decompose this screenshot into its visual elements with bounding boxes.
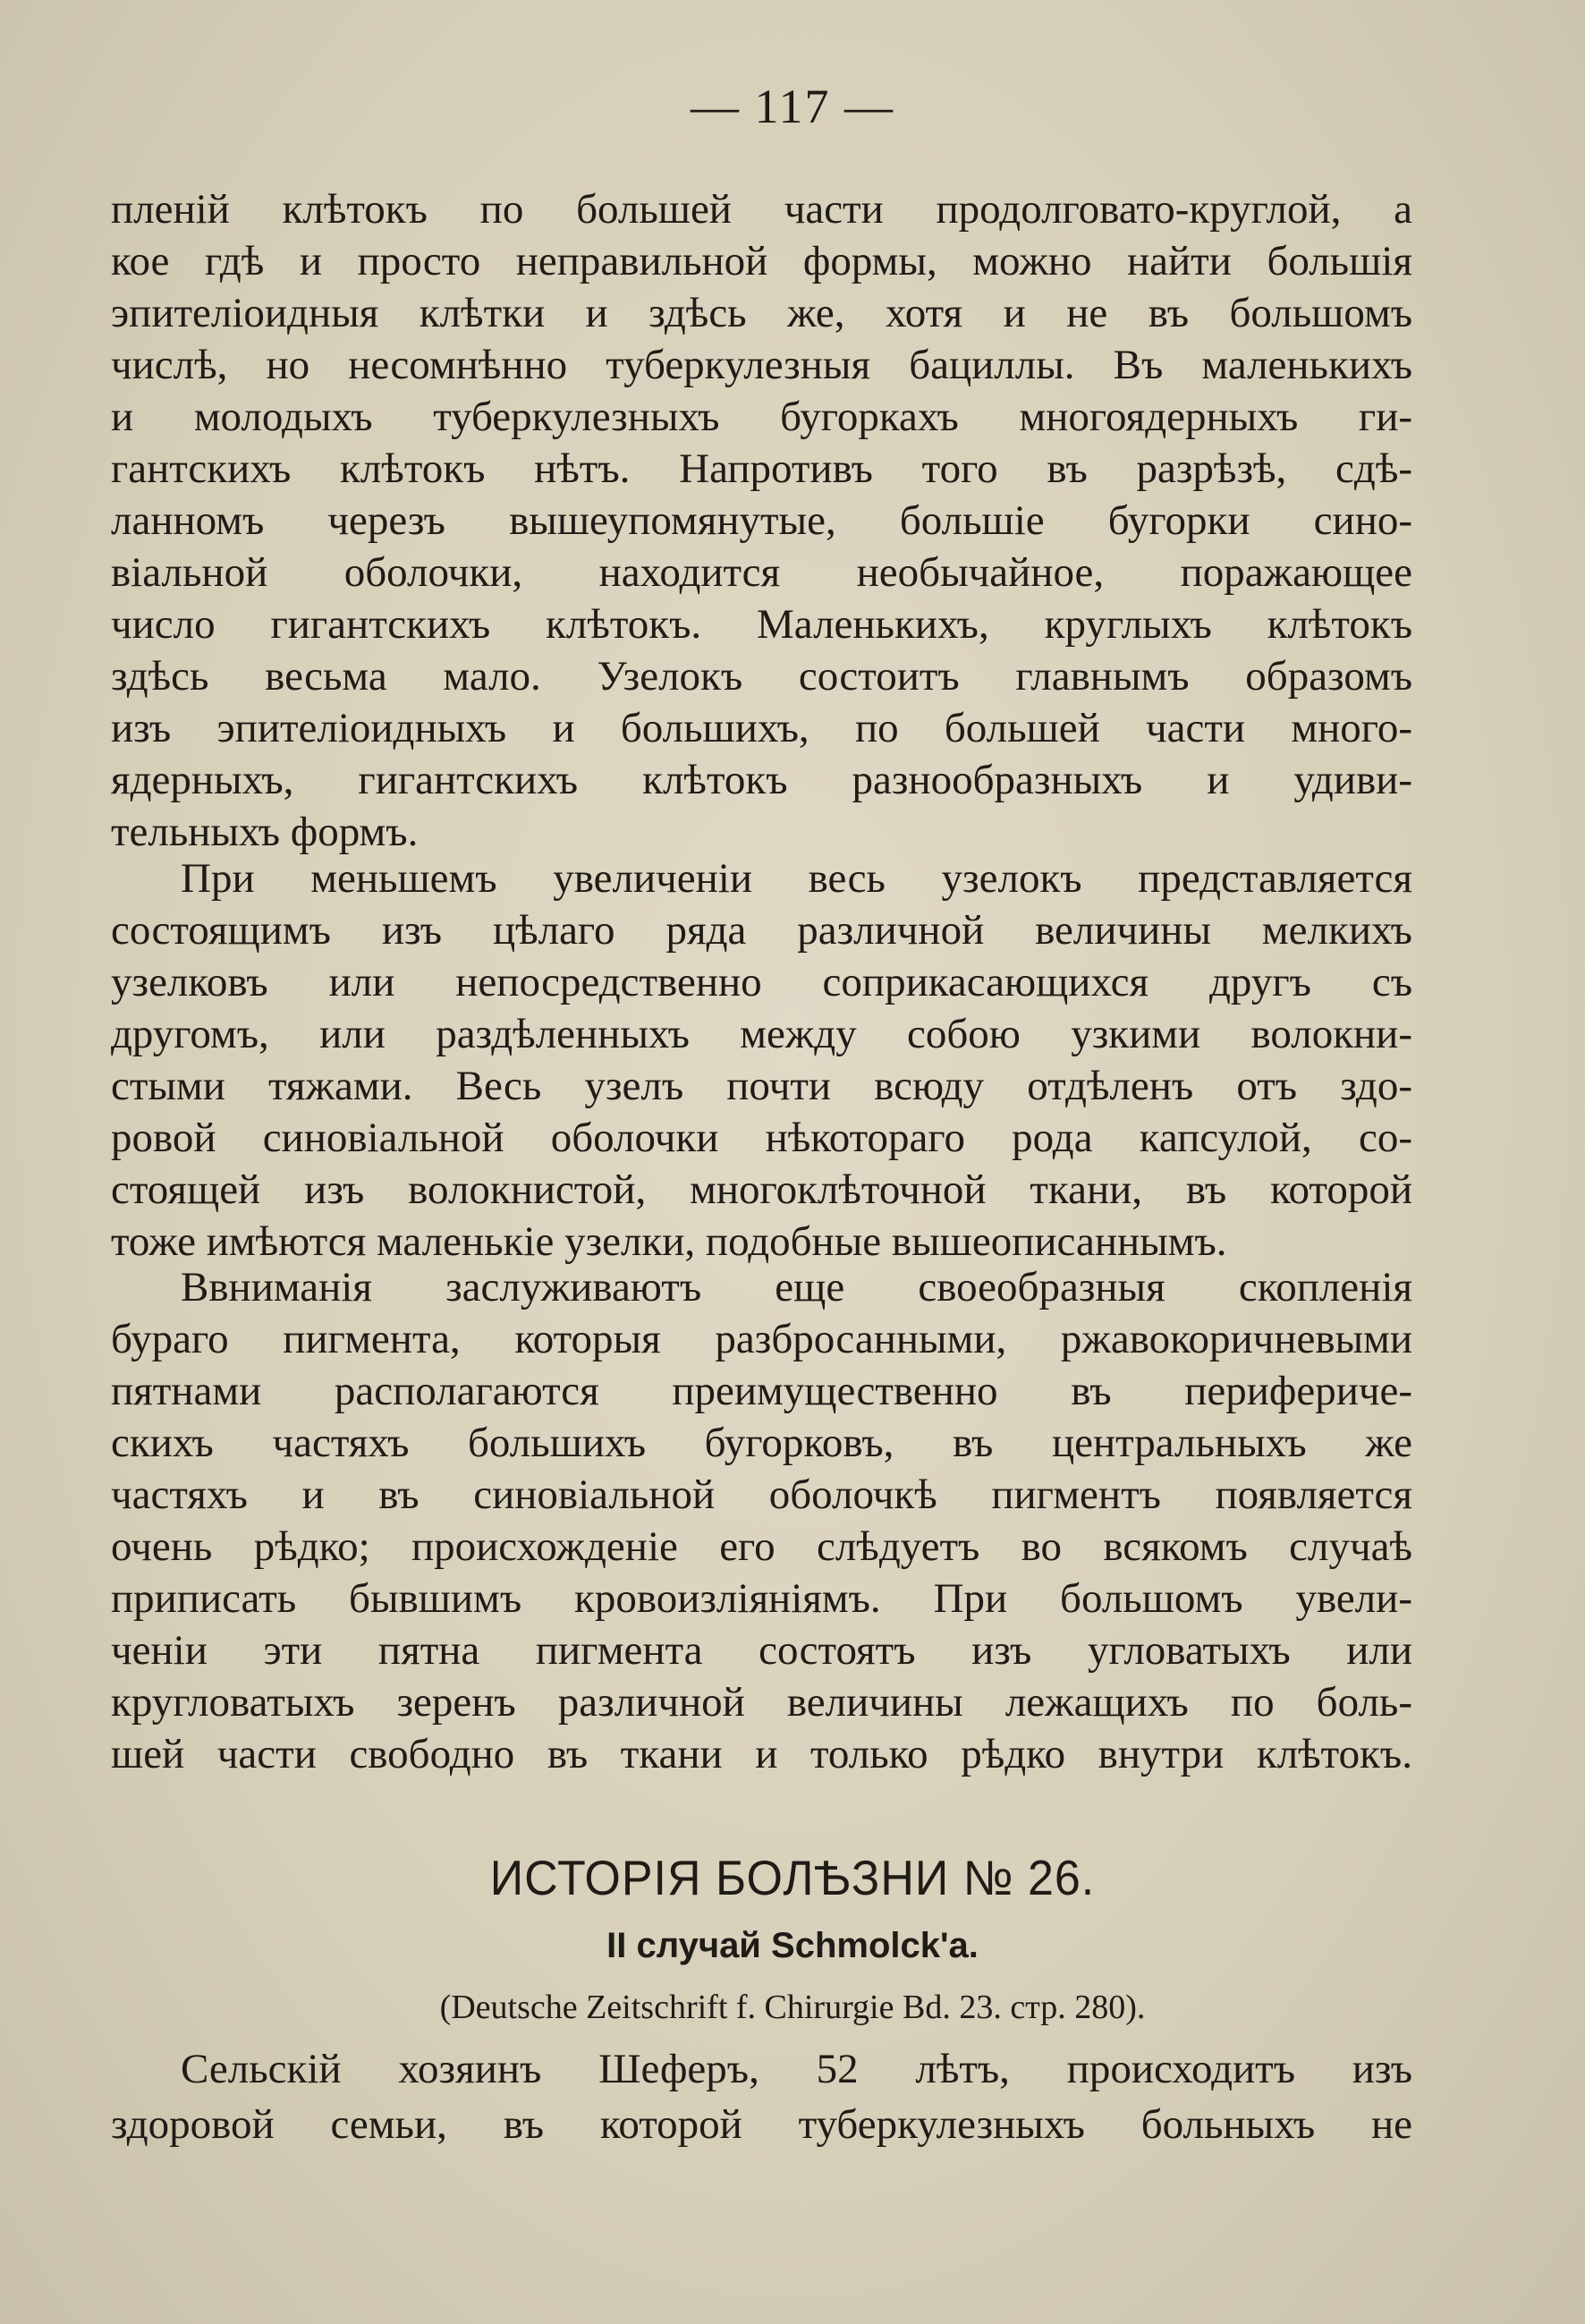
text-line: При меньшемъ увеличенiи весь узелокъ представляется	[181, 855, 1412, 902]
text-line: ченiи эти пятна пигмента состоятъ изъ угловатыхъ или	[111, 1627, 1412, 1674]
paragraph-1	[111, 183, 1412, 858]
text-line: Сельскiй хозяинъ Шеферъ, 52 лѣтъ, происходитъ изъ	[181, 2046, 1412, 2092]
citation: (Deutsche Zeitschrift f. Chirurgie Bd. 23. стр. 280).	[439, 1989, 1146, 2026]
text-line: кое гдѣ и просто неправильной формы, можно найти большiя	[111, 238, 1412, 284]
text-line: другомъ, или раздѣленныхъ между собою узкими волокни-	[111, 1011, 1412, 1057]
text-line: бураго пигмента, которыя разбросанными, ржавокоричневыми	[111, 1316, 1412, 1362]
page-number: — 117 —	[691, 80, 894, 133]
section-subtitle: II случай Schmolck'a.	[606, 1926, 979, 1965]
text-line: здѣсь весьма мало. Узелокъ состоитъ главнымъ образомъ	[111, 653, 1412, 700]
text-line: очень рѣдко; происхожденiе его слѣдуетъ во всякомъ случаѣ	[111, 1523, 1412, 1570]
section-title: ИСТОРIЯ БОЛѢЗНИ № 26.	[489, 1851, 1096, 1906]
text-line: число гигантскихъ клѣтокъ. Маленькихъ, круглыхъ клѣтокъ	[111, 601, 1412, 648]
text-line: стыми тяжами. Весь узелъ почти всюду отдѣленъ отъ здо-	[111, 1063, 1412, 1109]
text-line: числѣ, но несомнѣнно туберкулезныя бациллы. Въ маленькихъ	[111, 342, 1412, 388]
text-line: шей части свободно въ ткани и только рѣдко внутри клѣтокъ.	[111, 1731, 1412, 1777]
text-line: стоящей изъ волокнистой, многоклѣточной ткани, въ которой	[111, 1166, 1412, 1213]
text-line: и молодыхъ туберкулезныхъ бугоркахъ многоядерныхъ ги-	[111, 394, 1412, 440]
text-line: гантскихъ клѣтокъ нѣтъ. Напротивъ того въ разрѣзѣ, сдѣ-	[111, 445, 1412, 492]
text-line: эпителiоидныя клѣтки и здѣсь же, хотя и не въ большомъ	[111, 290, 1412, 336]
paragraph-3	[111, 1261, 1412, 1780]
text-line: ровой синовiальной оболочки нѣкотораго рода капсулой, со-	[111, 1115, 1412, 1161]
text-line: скихъ частяхъ большихъ бугорковъ, въ центральныхъ же	[111, 1420, 1412, 1466]
text-line: Ввниманiя заслуживаютъ еще своеобразныя скопленiя	[181, 1264, 1412, 1310]
text-line: пленiй клѣтокъ по большей части продолговато-круглой, а	[111, 186, 1412, 233]
text-line: тельныхъ формъ.	[111, 809, 419, 855]
paragraph-4	[111, 2041, 1412, 2152]
paragraph-2	[111, 852, 1412, 1268]
text-line: тоже имѣются маленькiе узелки, подобные вышеописаннымъ.	[111, 1218, 1227, 1265]
text-line: приписать бывшимъ кровоизлiянiямъ. При большомъ увели-	[111, 1575, 1412, 1622]
text-line: изъ эпителiоидныхъ и большихъ, по большей части много-	[111, 705, 1412, 751]
text-line: узелковъ или непосредственно соприкасающихся другъ съ	[111, 959, 1412, 1005]
text-line: ядерныхъ, гигантскихъ клѣтокъ разнообразныхъ и удиви-	[111, 757, 1412, 803]
text-line: ланномъ черезъ вышеупомянутые, большiе бугорки сино-	[111, 497, 1412, 544]
text-line: частяхъ и въ синовiальной оболочкѣ пигментъ появляется	[111, 1472, 1412, 1518]
text-line: кругловатыхъ зеренъ различной величины лежащихъ по боль-	[111, 1679, 1412, 1726]
text-line: пятнами располагаются преимущественно въ перифериче-	[111, 1368, 1412, 1414]
text-line: вiальной оболочки, находится необычайное, поражающее	[111, 549, 1412, 596]
text-line: состоящимъ изъ цѣлаго ряда различной величины мелкихъ	[111, 907, 1412, 954]
text-line: здоровой семьи, въ которой туберкулезныхъ больныхъ не	[111, 2101, 1412, 2148]
